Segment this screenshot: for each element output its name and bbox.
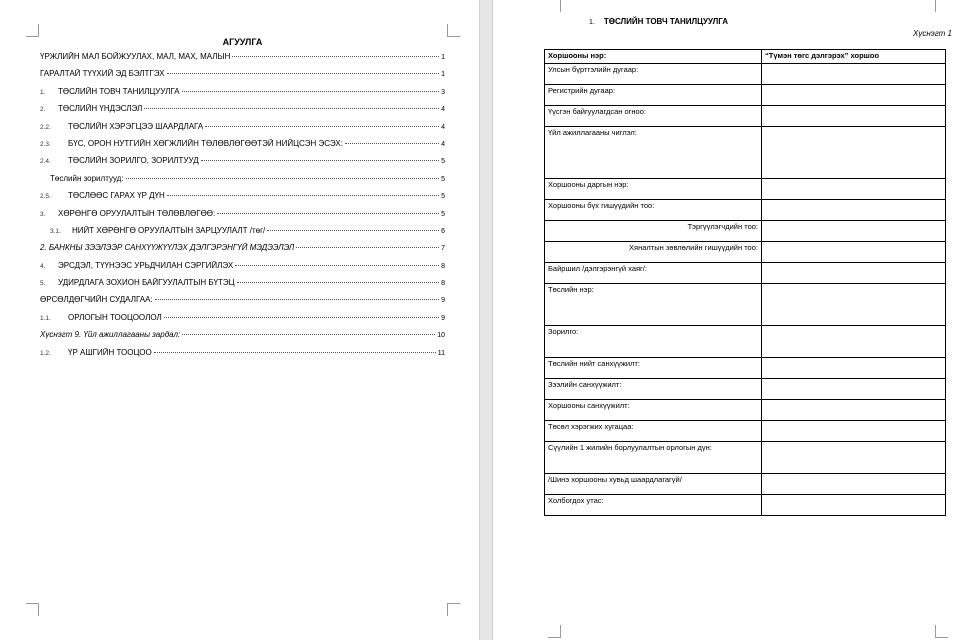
toc-entry-text: ОРЛОГЫН ТООЦООЛОЛ (68, 312, 162, 322)
toc-entry[interactable] (40, 139, 445, 156)
leader-dots (155, 299, 439, 300)
toc-entry-text: ТӨСЛИЙН ХЭРЭГЦЭЭ ШААРДЛАГА (68, 121, 204, 131)
toc-page-number: 9 (441, 314, 445, 322)
toc-entry-number: 3. (40, 210, 46, 218)
toc-entry-number: 1.2. (40, 349, 51, 357)
toc-entry-text: 2. БАНКНЫ ЗЭЭЛЭЭР САНХҮҮЖҮҮЛЭХ ДЭЛГЭРЭНГҮЙ МЭДЭЭЛЭЛ (40, 243, 295, 253)
toc-entry-text: Хүснэгт 9. Үйл ажиллагааны зардал: (40, 330, 181, 340)
toc-entry[interactable] (40, 209, 445, 226)
table-row (545, 263, 946, 284)
toc-entry-number: 2.5. (40, 193, 51, 201)
table-row (545, 50, 946, 64)
table-row (545, 242, 946, 263)
toc-entry-number: 1.1. (40, 314, 51, 322)
toc-entry-number: 5. (40, 280, 46, 288)
cell-value[interactable] (762, 64, 946, 85)
cell-value[interactable] (762, 263, 946, 284)
crop-mark (447, 603, 460, 616)
toc-entry[interactable] (40, 330, 445, 347)
page-gutter (479, 0, 493, 640)
crop-mark (935, 0, 948, 12)
cell-value[interactable] (762, 127, 946, 179)
crop-mark (26, 24, 39, 37)
toc-page-number: 3 (441, 88, 445, 96)
table-row (545, 85, 946, 106)
cell-label: Хяналтын зөвлөлийн гишүүдийн тоо: (545, 242, 762, 263)
leader-dots (182, 334, 435, 335)
toc-entry-text: ТӨСЛИЙН ЗОРИЛГО, ЗОРИЛТУУД (68, 156, 199, 166)
table-row (545, 106, 946, 127)
toc-entry-text: ТӨСЛИЙН ҮНДЭСЛЭЛ (58, 104, 143, 114)
leader-dots (217, 213, 439, 214)
toc-page-number: 1 (441, 54, 445, 61)
crop-mark (548, 0, 561, 12)
leader-dots (201, 160, 439, 161)
leader-dots (182, 91, 440, 92)
table-row (545, 495, 946, 516)
cell-label: Хоршооны нэр: (545, 50, 762, 64)
cell-value[interactable] (762, 495, 946, 516)
table-row (545, 179, 946, 200)
leader-dots (267, 230, 439, 231)
leader-dots (164, 317, 439, 318)
leader-dots (296, 247, 439, 248)
crop-mark (447, 24, 460, 37)
cell-value[interactable] (762, 442, 946, 474)
crop-mark (26, 603, 39, 616)
leader-dots (126, 178, 440, 179)
cell-label: Тэргүүлэгчдийн тоо: (545, 221, 762, 242)
project-info-table (544, 49, 946, 516)
table-row (545, 284, 946, 326)
toc-page-number: 1 (441, 71, 445, 79)
table-row (545, 421, 946, 442)
toc-entry[interactable] (40, 69, 445, 86)
toc-entry[interactable] (40, 313, 445, 330)
toc-entry-number: 2. (40, 106, 46, 114)
cell-value[interactable] (762, 242, 946, 263)
cell-value[interactable] (762, 284, 946, 326)
toc-entry-text: Төслийн зорилтууд: (50, 173, 124, 183)
cell-label: Үйл ажиллагааны чиглэл: (545, 127, 762, 179)
leader-dots (232, 56, 439, 57)
toc-page-number: 10 (437, 332, 445, 340)
toc-entry-number: 4. (40, 262, 46, 270)
table-row (545, 379, 946, 400)
cell-label: Зорилго: (545, 326, 762, 358)
toc-entry[interactable] (40, 295, 445, 312)
section-heading (589, 17, 728, 26)
leader-dots (167, 73, 440, 74)
toc-page-number: 4 (441, 140, 445, 148)
toc-entry[interactable] (40, 191, 445, 208)
toc-entry[interactable] (40, 174, 445, 191)
table-caption: Хүснэгт 1 (913, 29, 952, 38)
cell-value[interactable] (762, 400, 946, 421)
leader-dots (205, 126, 439, 127)
cell-value[interactable] (762, 179, 946, 200)
left-page (0, 0, 479, 640)
toc-page-number: 11 (437, 349, 445, 357)
toc-entry[interactable] (40, 104, 445, 121)
table-row (545, 474, 946, 495)
toc-entry-text: ӨРСӨЛДӨГЧИЙН СУДАЛГАА: (40, 295, 153, 305)
cell-value[interactable] (762, 221, 946, 242)
toc-entry[interactable] (40, 87, 445, 104)
toc-page-number: 8 (441, 280, 445, 288)
cell-value[interactable] (762, 200, 946, 221)
cell-label: Хоршооны даргын нэр: (545, 179, 762, 200)
table-row (545, 221, 946, 242)
cell-label: Үүсгэн байгуулагдсан огноо: (545, 106, 762, 127)
toc-entry[interactable] (40, 348, 445, 365)
leader-dots (237, 282, 440, 283)
toc-entry[interactable] (40, 261, 445, 278)
table-row (545, 127, 946, 179)
table-row (545, 442, 946, 474)
cell-label: Холбогдох утас: (545, 495, 762, 516)
toc-entry-text: ҮРЖЛИЙН МАЛ БОЙЖУУЛАХ, МАЛ, МАХ, МАЛЫН (40, 52, 231, 61)
leader-dots (154, 352, 436, 353)
cell-value[interactable] (762, 358, 946, 379)
toc-entry[interactable] (40, 278, 445, 295)
toc-entry[interactable] (40, 122, 445, 139)
cell-label: Төсөл хэрэгжих хугацаа: (545, 421, 762, 442)
cell-value[interactable] (762, 85, 946, 106)
cell-value[interactable]: “Түмэн төгс дэлгэрэх” хоршоо (762, 50, 946, 64)
toc-page-number: 6 (441, 227, 445, 235)
toc-entry-text: ХӨРӨНГӨ ОРУУЛАЛТЫН ТӨЛӨВЛӨГӨӨ: (58, 208, 216, 218)
table-row (545, 358, 946, 379)
cell-value[interactable] (762, 106, 946, 127)
cell-label: Хоршооны бүх гишүүдийн тоо: (545, 200, 762, 221)
cell-value[interactable] (762, 474, 946, 495)
table-of-contents (40, 52, 445, 365)
toc-page-number: 5 (441, 210, 445, 218)
cell-value[interactable] (762, 379, 946, 400)
cell-label: /Шинэ хоршооны хувьд шаардлагагүй/ (545, 474, 762, 495)
cell-label: Хоршооны санхүүжилт: (545, 400, 762, 421)
toc-title: АГУУЛГА (222, 37, 263, 47)
crop-mark (548, 625, 561, 638)
toc-entry-text: ЭРСДЭЛ, ТҮҮНЭЭС УРЬДЧИЛАН СЭРГИЙЛЭХ (58, 260, 234, 270)
toc-entry-text: УДИРДЛАГА ЗОХИОН БАЙГУУЛАЛТЫН БҮТЭЦ (58, 278, 235, 288)
leader-dots (235, 265, 439, 266)
toc-entry-number: 2.3. (40, 140, 51, 148)
toc-entry-number: 3.1. (50, 227, 61, 235)
toc-entry[interactable] (40, 156, 445, 173)
toc-entry-text: ГАРАЛТАЙ ТҮҮХИЙ ЭД БЭЛТГЭХ (40, 69, 165, 79)
toc-page-number: 4 (441, 123, 445, 131)
cell-label: Зээлийн санхүүжилт: (545, 379, 762, 400)
section-number: 1. (589, 19, 595, 26)
cell-label: Регистрийн дугаар: (545, 85, 762, 106)
toc-entry-text: НИЙТ ХӨРӨНГӨ ОРУУЛАЛТЫН ЗАРЦУУЛАЛТ /төг/ (72, 225, 266, 235)
toc-entry-number: 2.2. (40, 123, 51, 131)
cell-label: Улсын бүртгэлийн дугаар: (545, 64, 762, 85)
table-row (545, 64, 946, 85)
toc-entry[interactable] (40, 243, 445, 260)
leader-dots (167, 195, 439, 196)
toc-entry-number: 1. (40, 88, 46, 96)
toc-entry-text: ТӨСЛИЙН ТОВЧ ТАНИЛЦУУЛГА (58, 86, 180, 96)
toc-entry-text: ҮР АШГИЙН ТООЦОО (68, 347, 152, 357)
table-row (545, 326, 946, 358)
toc-entry-text: ТӨСЛӨӨС ГАРАХ ҮР ДҮН (68, 191, 165, 201)
table-row (545, 400, 946, 421)
crop-mark (935, 625, 948, 638)
leader-dots (144, 108, 439, 109)
toc-entry[interactable] (40, 52, 445, 69)
table-row (545, 200, 946, 221)
cell-label: Төслийн нийт санхүүжилт: (545, 358, 762, 379)
toc-page-number: 4 (441, 106, 445, 114)
toc-entry-number: 2.4. (40, 158, 51, 166)
toc-page-number: 7 (441, 245, 445, 253)
leader-dots (345, 143, 439, 144)
toc-entry-text: БҮС, ОРОН НУТГИЙН ХӨГЖЛИЙН ТӨЛӨВЛӨГӨӨТЭЙ НИЙЦСЭН ЭСЭХ: (68, 138, 343, 148)
section-title: ТӨСЛИЙН ТОВЧ ТАНИЛЦУУЛГА (603, 17, 729, 26)
toc-page-number: 5 (441, 175, 445, 183)
toc-entry[interactable] (40, 226, 445, 243)
cell-value[interactable] (762, 421, 946, 442)
cell-label: Байршил /дэлгэрэнгүй хаяг/: (545, 263, 762, 284)
toc-page-number: 5 (441, 158, 445, 166)
toc-page-number: 5 (441, 193, 445, 201)
toc-page-number: 9 (441, 297, 445, 305)
cell-value[interactable] (762, 326, 946, 358)
cell-label: Сүүлийн 1 жилийн борлуулалтын орлогын дүн: (545, 442, 762, 474)
cell-label: Төслийн нэр: (545, 284, 762, 326)
toc-page-number: 8 (441, 262, 445, 270)
